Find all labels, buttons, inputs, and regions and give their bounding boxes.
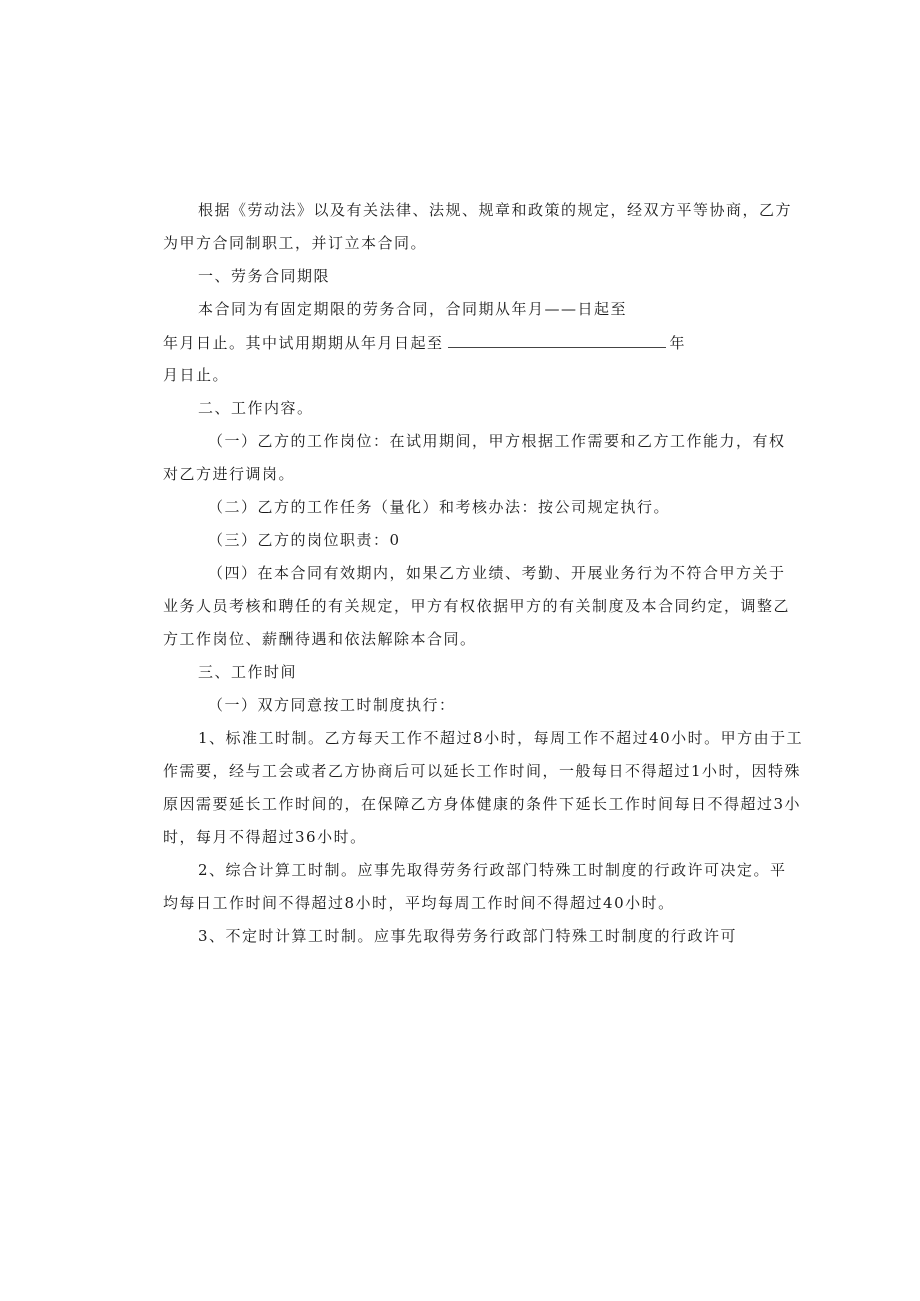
standard-hours-line-3: 原因需要延长工作时间的，在保障乙方身体健康的条件下延长工作时间每日不得超过3小 xyxy=(163,795,802,813)
term-line-3: 月日止。 xyxy=(163,366,230,384)
section-1-heading: 一、劳务合同期限 xyxy=(198,267,331,285)
item-3-1: （一）双方同意按工时制度执行： xyxy=(208,696,456,714)
term-line-2 xyxy=(163,335,686,351)
standard-hours-line-2: 作需要，经与工会或者乙方协商后可以延长工作时间，一般每日不得超过1小时，因特殊 xyxy=(163,762,802,780)
item-2-4-line-3: 方工作岗位、薪酬待遇和依法解除本合同。 xyxy=(163,630,477,648)
item-2-4-line-2: 业务人员考核和聘任的有关规定，甲方有权依据甲方的有关制度及本合同约定，调整乙 xyxy=(163,597,791,615)
intro-line-2: 为甲方合同制职工，并订立本合同。 xyxy=(163,234,428,252)
term-line-2-year: 年 xyxy=(669,334,687,352)
section-2-heading: 二、工作内容。 xyxy=(198,399,314,417)
combined-hours-line-1: 2、综合计算工时制。应事先取得劳务行政部门特殊工时制度的行政许可决定。平 xyxy=(198,861,787,879)
flexible-hours-line-1: 3、不定时计算工时制。应事先取得劳务行政部门特殊工时制度的行政许可 xyxy=(198,927,738,945)
term-line-2-text: 年月日止。其中试用期期从年月日起至 xyxy=(163,334,444,352)
item-2-4-line-1: （四）在本合同有效期内，如果乙方业绩、考勤、开展业务行为不符合甲方关于 xyxy=(208,564,786,582)
section-3-heading: 三、工作时间 xyxy=(198,663,298,681)
item-2-3: （三）乙方的岗位职责：0 xyxy=(208,531,401,549)
item-2-1-line-2: 对乙方进行调岗。 xyxy=(163,465,296,483)
intro-line-1: 根据《劳动法》以及有关法律、法规、规章和政策的规定，经双方平等协商，乙方 xyxy=(198,201,793,219)
item-2-2: （二）乙方的工作任务（量化）和考核办法：按公司规定执行。 xyxy=(208,498,671,516)
term-line-1: 本合同为有固定期限的劳务合同，合同期从年月——日起至 xyxy=(198,300,628,318)
item-2-1-line-1: （一）乙方的工作岗位：在试用期间，甲方根据工作需要和乙方工作能力，有权 xyxy=(208,432,786,450)
combined-hours-line-2: 均每日工作时间不得超过8小时，平均每周工作时间不得超过40小时。 xyxy=(163,894,675,912)
standard-hours-line-1: 1、标准工时制。乙方每天工作不超过8小时，每周工作不超过40小时。甲方由于工 xyxy=(198,729,804,747)
standard-hours-line-4: 时，每月不得超过36小时。 xyxy=(163,828,367,846)
probation-end-blank xyxy=(448,335,666,348)
